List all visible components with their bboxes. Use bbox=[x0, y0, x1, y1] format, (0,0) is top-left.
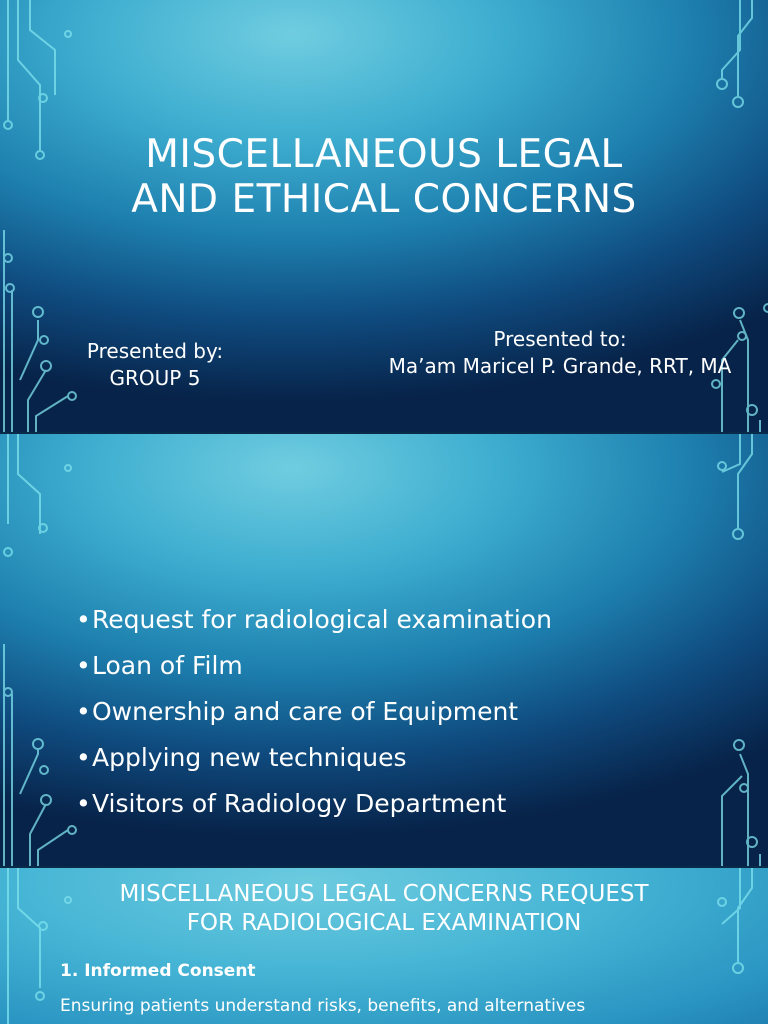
presented-by-block bbox=[66, 338, 244, 392]
list-item bbox=[76, 735, 716, 781]
presented-to-label: Presented to: bbox=[493, 327, 627, 351]
title-slide[interactable] bbox=[0, 0, 768, 432]
presented-by-label: Presented by: bbox=[86, 339, 224, 363]
list-item-text: Visitors of Radiology Department bbox=[92, 789, 507, 818]
list-item-text: Loan of Film bbox=[92, 651, 243, 680]
presented-by-value: GROUP 5 bbox=[109, 366, 201, 390]
bullet-icon: • bbox=[76, 789, 91, 818]
presented-to-block bbox=[360, 326, 760, 380]
slide3-title: MISCELLANEOUS LEGAL CONCERNS REQUEST FOR RADIOLOGICAL EXAMINATION bbox=[119, 881, 649, 936]
slide3-subheading: 1. Informed Consent bbox=[60, 961, 256, 981]
slide3-paragraph: Ensuring patients understand risks, benefits, and alternatives bbox=[60, 996, 586, 1016]
list-item-text: Applying new techniques bbox=[92, 743, 407, 772]
bullet-icon: • bbox=[76, 651, 91, 680]
list-item bbox=[76, 643, 716, 689]
topic-list bbox=[76, 597, 716, 827]
slide1-title: MISCELLANEOUS LEGAL AND ETHICAL CONCERNS bbox=[131, 132, 637, 222]
list-item-text: Ownership and care of Equipment bbox=[92, 697, 519, 726]
list-item bbox=[76, 597, 716, 643]
list-item-text: Request for radiological examination bbox=[92, 605, 552, 634]
bullet-icon: • bbox=[76, 697, 91, 726]
list-item bbox=[76, 689, 716, 735]
bullet-icon: • bbox=[76, 743, 91, 772]
list-item bbox=[76, 781, 716, 827]
bullet-icon: • bbox=[76, 605, 91, 634]
presented-to-value: Ma’am Maricel P. Grande, RRT, MA bbox=[388, 354, 732, 378]
